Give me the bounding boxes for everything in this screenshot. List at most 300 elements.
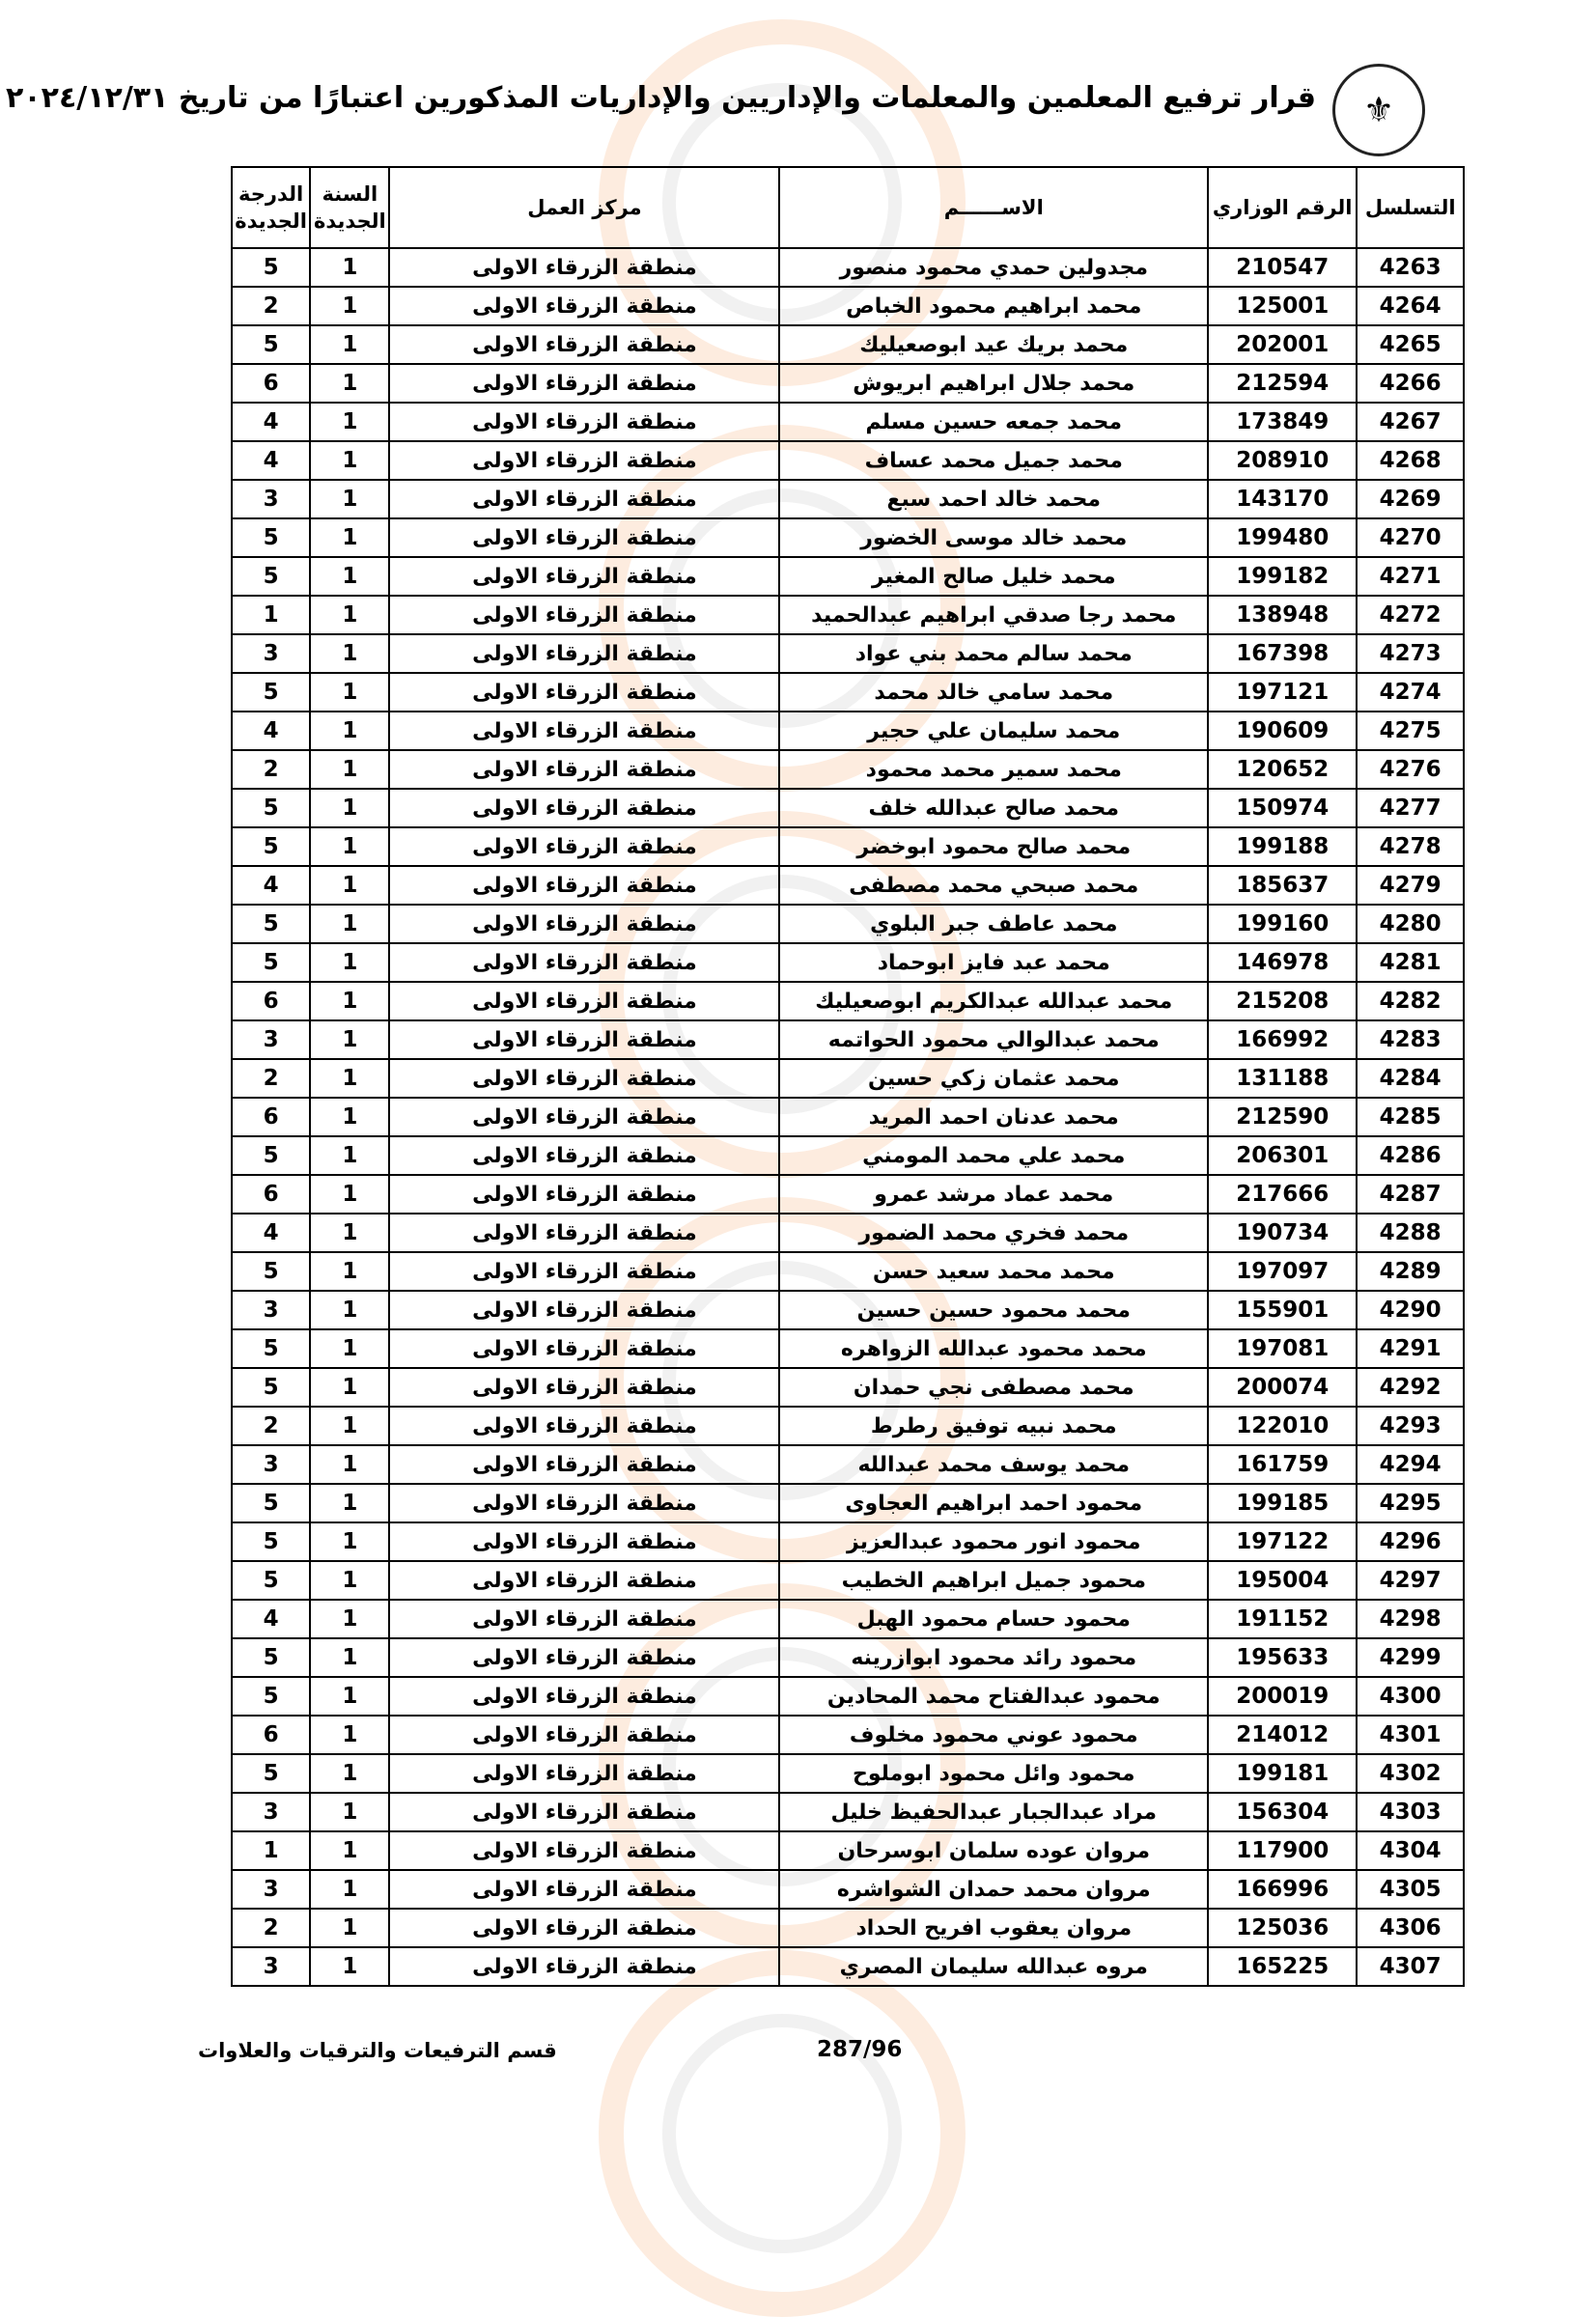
name-cell: محمود وائل محمود ابوملوح (779, 1754, 1208, 1793)
ministry-no-cell: 208910 (1208, 441, 1357, 480)
name-cell: محمد سامي خالد محمد (779, 673, 1208, 712)
new-year-cell: 1 (310, 1252, 389, 1291)
table-row (232, 789, 1464, 827)
table-row (232, 712, 1464, 750)
name-cell: محمود جميل ابراهيم الخطيب (779, 1561, 1208, 1600)
table-row (232, 518, 1464, 557)
table-row (232, 403, 1464, 441)
new-grade-cell: 3 (232, 1870, 310, 1909)
name-cell: محمود رائد محمود ابوازرينه (779, 1638, 1208, 1677)
name-cell: محمد عدنان احمد المريد (779, 1098, 1208, 1136)
table-row (232, 1020, 1464, 1059)
name-cell: محمد يوسف محمد عبدالله (779, 1445, 1208, 1484)
name-cell: محمد نبيه توفيق رطرط (779, 1407, 1208, 1445)
table-row (232, 1098, 1464, 1136)
new-grade-cell: 3 (232, 1445, 310, 1484)
table-row (232, 1175, 1464, 1214)
ministry-no-cell: 199188 (1208, 827, 1357, 866)
name-cell: محمد سمير محمد محمود (779, 750, 1208, 789)
serial-cell: 4267 (1357, 403, 1464, 441)
name-cell: محمد خالد موسى الخضور (779, 518, 1208, 557)
new-year-cell: 1 (310, 673, 389, 712)
new-year-cell: 1 (310, 1407, 389, 1445)
serial-cell: 4289 (1357, 1252, 1464, 1291)
name-cell: محمد عبدالوالي محمود الحواتمه (779, 1020, 1208, 1059)
ministry-no-cell: 138948 (1208, 596, 1357, 634)
work-center-cell: منطقة الزرقاء الاولى (389, 1291, 779, 1329)
name-cell: مجدولين حمدي محمود منصور (779, 248, 1208, 287)
serial-cell: 4279 (1357, 866, 1464, 905)
name-cell: محمد خليل صالح المغير (779, 557, 1208, 596)
name-cell: محمد محمود حسين حسين (779, 1291, 1208, 1329)
ministry-no-cell: 199182 (1208, 557, 1357, 596)
new-grade-cell: 3 (232, 1793, 310, 1831)
work-center-cell: منطقة الزرقاء الاولى (389, 1098, 779, 1136)
work-center-cell: منطقة الزرقاء الاولى (389, 634, 779, 673)
serial-cell: 4265 (1357, 325, 1464, 364)
work-center-cell: منطقة الزرقاء الاولى (389, 712, 779, 750)
new-year-cell: 1 (310, 1831, 389, 1870)
table-row (232, 441, 1464, 480)
table-row (232, 866, 1464, 905)
new-grade-cell: 4 (232, 441, 310, 480)
table-row (232, 905, 1464, 943)
table-row (232, 1059, 1464, 1098)
work-center-cell: منطقة الزرقاء الاولى (389, 750, 779, 789)
serial-cell: 4305 (1357, 1870, 1464, 1909)
new-year-cell: 1 (310, 982, 389, 1020)
table-row (232, 325, 1464, 364)
serial-cell: 4285 (1357, 1098, 1464, 1136)
ministry-no-cell: 199185 (1208, 1484, 1357, 1522)
table-row (232, 943, 1464, 982)
new-grade-cell: 5 (232, 1252, 310, 1291)
header-new-grade: الدرجة الجديدة (232, 167, 310, 248)
name-cell: محمد رجا صدقي ابراهيم عبدالحميد (779, 596, 1208, 634)
serial-cell: 4263 (1357, 248, 1464, 287)
work-center-cell: منطقة الزرقاء الاولى (389, 1522, 779, 1561)
new-year-cell: 1 (310, 1291, 389, 1329)
name-cell: مروان محمد حمدان الشواشره (779, 1870, 1208, 1909)
table-row (232, 1831, 1464, 1870)
ministry-no-cell: 143170 (1208, 480, 1357, 518)
ministry-no-cell: 197097 (1208, 1252, 1357, 1291)
ministry-no-cell: 190734 (1208, 1214, 1357, 1252)
serial-cell: 4304 (1357, 1831, 1464, 1870)
serial-cell: 4287 (1357, 1175, 1464, 1214)
serial-cell: 4269 (1357, 480, 1464, 518)
new-grade-cell: 4 (232, 866, 310, 905)
work-center-cell: منطقة الزرقاء الاولى (389, 1252, 779, 1291)
table-row (232, 480, 1464, 518)
name-cell: محمد علي محمد المومني (779, 1136, 1208, 1175)
new-year-cell: 1 (310, 1484, 389, 1522)
serial-cell: 4286 (1357, 1136, 1464, 1175)
new-grade-cell: 5 (232, 1638, 310, 1677)
new-year-cell: 1 (310, 634, 389, 673)
new-grade-cell: 5 (232, 905, 310, 943)
table-row (232, 1522, 1464, 1561)
name-cell: محمد عبدالله عبدالكريم ابوصعيليك (779, 982, 1208, 1020)
serial-cell: 4283 (1357, 1020, 1464, 1059)
ministry-no-cell: 212590 (1208, 1098, 1357, 1136)
department-name: قسم الترفيعات والترقيات والعلاوات (198, 2039, 557, 2062)
work-center-cell: منطقة الزرقاء الاولى (389, 364, 779, 403)
new-year-cell: 1 (310, 750, 389, 789)
new-year-cell: 1 (310, 325, 389, 364)
work-center-cell: منطقة الزرقاء الاولى (389, 480, 779, 518)
serial-cell: 4284 (1357, 1059, 1464, 1098)
ministry-no-cell: 120652 (1208, 750, 1357, 789)
new-grade-cell: 4 (232, 712, 310, 750)
header-new-year: السنة الجديدة (310, 167, 389, 248)
new-grade-cell: 5 (232, 518, 310, 557)
serial-cell: 4288 (1357, 1214, 1464, 1252)
new-year-cell: 1 (310, 557, 389, 596)
table-row (232, 1793, 1464, 1831)
work-center-cell: منطقة الزرقاء الاولى (389, 1561, 779, 1600)
name-cell: محمود عوني محمود مخلوف (779, 1716, 1208, 1754)
work-center-cell: منطقة الزرقاء الاولى (389, 1484, 779, 1522)
new-year-cell: 1 (310, 441, 389, 480)
watermark (599, 1950, 966, 2317)
new-grade-cell: 5 (232, 557, 310, 596)
table-row (232, 1329, 1464, 1368)
serial-cell: 4278 (1357, 827, 1464, 866)
ministry-no-cell: 217666 (1208, 1175, 1357, 1214)
table-row (232, 982, 1464, 1020)
table-row (232, 557, 1464, 596)
new-year-cell: 1 (310, 248, 389, 287)
new-grade-cell: 3 (232, 1291, 310, 1329)
name-cell: محمود حسام محمود الهبل (779, 1600, 1208, 1638)
table-row (232, 1870, 1464, 1909)
work-center-cell: منطقة الزرقاء الاولى (389, 325, 779, 364)
ministry-no-cell: 197122 (1208, 1522, 1357, 1561)
name-cell: محمد عاطف جبر البلوي (779, 905, 1208, 943)
new-year-cell: 1 (310, 1793, 389, 1831)
name-cell: محمود عبدالفتاح محمد المحادين (779, 1677, 1208, 1716)
ministry-no-cell: 150974 (1208, 789, 1357, 827)
serial-cell: 4295 (1357, 1484, 1464, 1522)
new-year-cell: 1 (310, 1600, 389, 1638)
serial-cell: 4281 (1357, 943, 1464, 982)
serial-cell: 4277 (1357, 789, 1464, 827)
table-row (232, 596, 1464, 634)
ministry-no-cell: 200019 (1208, 1677, 1357, 1716)
ministry-no-cell: 215208 (1208, 982, 1357, 1020)
table-header-row (232, 167, 1464, 248)
work-center-cell: منطقة الزرقاء الاولى (389, 596, 779, 634)
new-year-cell: 1 (310, 1175, 389, 1214)
new-year-cell: 1 (310, 518, 389, 557)
name-cell: محمد جمعه حسين مسلم (779, 403, 1208, 441)
new-year-cell: 1 (310, 943, 389, 982)
work-center-cell: منطقة الزرقاء الاولى (389, 827, 779, 866)
name-cell: محمد صالح عبدالله خلف (779, 789, 1208, 827)
serial-cell: 4294 (1357, 1445, 1464, 1484)
work-center-cell: منطقة الزرقاء الاولى (389, 1677, 779, 1716)
new-grade-cell: 5 (232, 943, 310, 982)
name-cell: محمد خالد احمد سبع (779, 480, 1208, 518)
ministry-no-cell: 212594 (1208, 364, 1357, 403)
new-grade-cell: 2 (232, 1909, 310, 1947)
name-cell: محمد جميل محمد عساف (779, 441, 1208, 480)
ministry-no-cell: 166996 (1208, 1870, 1357, 1909)
new-year-cell: 1 (310, 1059, 389, 1098)
new-grade-cell: 6 (232, 1716, 310, 1754)
work-center-cell: منطقة الزرقاء الاولى (389, 1059, 779, 1098)
promotions-table (231, 166, 1465, 1987)
new-grade-cell: 5 (232, 1484, 310, 1522)
table-row (232, 1484, 1464, 1522)
new-grade-cell: 5 (232, 248, 310, 287)
new-year-cell: 1 (310, 1870, 389, 1909)
name-cell: محمد سالم محمد بني عواد (779, 634, 1208, 673)
new-year-cell: 1 (310, 480, 389, 518)
new-year-cell: 1 (310, 827, 389, 866)
work-center-cell: منطقة الزرقاء الاولى (389, 1793, 779, 1831)
new-year-cell: 1 (310, 1214, 389, 1252)
serial-cell: 4273 (1357, 634, 1464, 673)
table-row (232, 1600, 1464, 1638)
new-grade-cell: 3 (232, 1947, 310, 1986)
work-center-cell: منطقة الزرقاء الاولى (389, 1909, 779, 1947)
work-center-cell: منطقة الزرقاء الاولى (389, 905, 779, 943)
new-grade-cell: 5 (232, 1677, 310, 1716)
serial-cell: 4298 (1357, 1600, 1464, 1638)
work-center-cell: منطقة الزرقاء الاولى (389, 1214, 779, 1252)
ministry-no-cell: 131188 (1208, 1059, 1357, 1098)
name-cell: محمود انور محمود عبدالعزيز (779, 1522, 1208, 1561)
new-year-cell: 1 (310, 1754, 389, 1793)
ministry-no-cell: 195633 (1208, 1638, 1357, 1677)
new-year-cell: 1 (310, 1909, 389, 1947)
new-year-cell: 1 (310, 789, 389, 827)
ministry-no-cell: 125001 (1208, 287, 1357, 325)
ministry-no-cell: 185637 (1208, 866, 1357, 905)
new-year-cell: 1 (310, 712, 389, 750)
ministry-no-cell: 165225 (1208, 1947, 1357, 1986)
name-cell: محمد فخري محمد الضمور (779, 1214, 1208, 1252)
name-cell: مراد عبدالجبار عبدالحفيظ خليل (779, 1793, 1208, 1831)
header-serial: التسلسل (1357, 167, 1464, 248)
new-grade-cell: 3 (232, 480, 310, 518)
table-row (232, 1677, 1464, 1716)
new-grade-cell: 5 (232, 1136, 310, 1175)
name-cell: محمد محمد سعيد حسن (779, 1252, 1208, 1291)
name-cell: محمود احمد ابراهيم العجاوى (779, 1484, 1208, 1522)
ministry-no-cell: 173849 (1208, 403, 1357, 441)
ministry-no-cell: 156304 (1208, 1793, 1357, 1831)
ministry-no-cell: 195004 (1208, 1561, 1357, 1600)
table-row (232, 1561, 1464, 1600)
work-center-cell: منطقة الزرقاء الاولى (389, 248, 779, 287)
new-grade-cell: 3 (232, 634, 310, 673)
name-cell: محمد عماد مرشد عمرو (779, 1175, 1208, 1214)
header-ministry-no: الرقم الوزاري (1208, 167, 1357, 248)
new-grade-cell: 2 (232, 287, 310, 325)
table-row (232, 364, 1464, 403)
serial-cell: 4302 (1357, 1754, 1464, 1793)
new-year-cell: 1 (310, 1638, 389, 1677)
table-row (232, 1252, 1464, 1291)
work-center-cell: منطقة الزرقاء الاولى (389, 789, 779, 827)
table-row (232, 248, 1464, 287)
new-grade-cell: 1 (232, 1831, 310, 1870)
serial-cell: 4291 (1357, 1329, 1464, 1368)
new-year-cell: 1 (310, 287, 389, 325)
new-grade-cell: 5 (232, 789, 310, 827)
new-year-cell: 1 (310, 1368, 389, 1407)
new-grade-cell: 5 (232, 827, 310, 866)
serial-cell: 4290 (1357, 1291, 1464, 1329)
serial-cell: 4282 (1357, 982, 1464, 1020)
table-row (232, 634, 1464, 673)
new-year-cell: 1 (310, 403, 389, 441)
new-year-cell: 1 (310, 1677, 389, 1716)
work-center-cell: منطقة الزرقاء الاولى (389, 441, 779, 480)
ministry-no-cell: 117900 (1208, 1831, 1357, 1870)
work-center-cell: منطقة الزرقاء الاولى (389, 1600, 779, 1638)
new-grade-cell: 1 (232, 596, 310, 634)
name-cell: مروان عوده سلمان ابوسرحان (779, 1831, 1208, 1870)
ministry-no-cell: 122010 (1208, 1407, 1357, 1445)
new-year-cell: 1 (310, 1136, 389, 1175)
ministry-seal-icon: ⚜ (1332, 64, 1425, 156)
new-grade-cell: 4 (232, 1214, 310, 1252)
new-grade-cell: 4 (232, 1600, 310, 1638)
name-cell: محمد عثمان زكي حسين (779, 1059, 1208, 1098)
new-year-cell: 1 (310, 1445, 389, 1484)
ministry-no-cell: 197121 (1208, 673, 1357, 712)
table-row (232, 673, 1464, 712)
new-grade-cell: 5 (232, 1754, 310, 1793)
work-center-cell: منطقة الزرقاء الاولى (389, 1870, 779, 1909)
ministry-no-cell: 166992 (1208, 1020, 1357, 1059)
ministry-no-cell: 206301 (1208, 1136, 1357, 1175)
name-cell: محمد مصطفى نجي حمدان (779, 1368, 1208, 1407)
name-cell: محمد جلال ابراهيم ابريوش (779, 364, 1208, 403)
header-name: الاســــــم (779, 167, 1208, 248)
work-center-cell: منطقة الزرقاء الاولى (389, 1020, 779, 1059)
table-row (232, 1407, 1464, 1445)
work-center-cell: منطقة الزرقاء الاولى (389, 1445, 779, 1484)
serial-cell: 4297 (1357, 1561, 1464, 1600)
work-center-cell: منطقة الزرقاء الاولى (389, 403, 779, 441)
name-cell: محمد صبحي محمد مصطفى (779, 866, 1208, 905)
serial-cell: 4303 (1357, 1793, 1464, 1831)
serial-cell: 4292 (1357, 1368, 1464, 1407)
table-row (232, 1947, 1464, 1986)
name-cell: مروه عبدالله سليمان المصري (779, 1947, 1208, 1986)
work-center-cell: منطقة الزرقاء الاولى (389, 943, 779, 982)
new-grade-cell: 5 (232, 673, 310, 712)
work-center-cell: منطقة الزرقاء الاولى (389, 1638, 779, 1677)
new-year-cell: 1 (310, 1716, 389, 1754)
serial-cell: 4271 (1357, 557, 1464, 596)
serial-cell: 4264 (1357, 287, 1464, 325)
work-center-cell: منطقة الزرقاء الاولى (389, 557, 779, 596)
new-grade-cell: 2 (232, 1407, 310, 1445)
work-center-cell: منطقة الزرقاء الاولى (389, 1329, 779, 1368)
new-grade-cell: 2 (232, 750, 310, 789)
serial-cell: 4307 (1357, 1947, 1464, 1986)
ministry-no-cell: 125036 (1208, 1909, 1357, 1947)
ministry-no-cell: 199160 (1208, 905, 1357, 943)
new-year-cell: 1 (310, 1329, 389, 1368)
new-grade-cell: 5 (232, 1329, 310, 1368)
work-center-cell: منطقة الزرقاء الاولى (389, 982, 779, 1020)
serial-cell: 4293 (1357, 1407, 1464, 1445)
table-row (232, 1214, 1464, 1252)
ministry-no-cell: 199480 (1208, 518, 1357, 557)
serial-cell: 4280 (1357, 905, 1464, 943)
ministry-no-cell: 190609 (1208, 712, 1357, 750)
table-row (232, 287, 1464, 325)
ministry-no-cell: 146978 (1208, 943, 1357, 982)
work-center-cell: منطقة الزرقاء الاولى (389, 1368, 779, 1407)
name-cell: محمد صالح محمود ابوخضر (779, 827, 1208, 866)
serial-cell: 4300 (1357, 1677, 1464, 1716)
ministry-no-cell: 167398 (1208, 634, 1357, 673)
work-center-cell: منطقة الزرقاء الاولى (389, 866, 779, 905)
new-grade-cell: 3 (232, 1020, 310, 1059)
new-grade-cell: 2 (232, 1059, 310, 1098)
name-cell: محمد سليمان علي حجير (779, 712, 1208, 750)
table-row (232, 750, 1464, 789)
name-cell: محمد ابراهيم محمود الخباص (779, 287, 1208, 325)
serial-cell: 4268 (1357, 441, 1464, 480)
new-grade-cell: 6 (232, 364, 310, 403)
new-year-cell: 1 (310, 1020, 389, 1059)
table-row (232, 827, 1464, 866)
table-row (232, 1136, 1464, 1175)
table-row (232, 1368, 1464, 1407)
new-grade-cell: 6 (232, 982, 310, 1020)
ministry-no-cell: 200074 (1208, 1368, 1357, 1407)
name-cell: محمد عبد فايز ابوحماد (779, 943, 1208, 982)
work-center-cell: منطقة الزرقاء الاولى (389, 518, 779, 557)
work-center-cell: منطقة الزرقاء الاولى (389, 1831, 779, 1870)
work-center-cell: منطقة الزرقاء الاولى (389, 1947, 779, 1986)
new-grade-cell: 5 (232, 1368, 310, 1407)
work-center-cell: منطقة الزرقاء الاولى (389, 1754, 779, 1793)
page-number: 287/96 (817, 2037, 903, 2062)
work-center-cell: منطقة الزرقاء الاولى (389, 1136, 779, 1175)
serial-cell: 4275 (1357, 712, 1464, 750)
new-grade-cell: 6 (232, 1175, 310, 1214)
ministry-no-cell: 214012 (1208, 1716, 1357, 1754)
new-grade-cell: 5 (232, 1561, 310, 1600)
serial-cell: 4272 (1357, 596, 1464, 634)
new-year-cell: 1 (310, 905, 389, 943)
ministry-no-cell: 199181 (1208, 1754, 1357, 1793)
table-row (232, 1445, 1464, 1484)
new-grade-cell: 4 (232, 403, 310, 441)
new-grade-cell: 5 (232, 1522, 310, 1561)
table-row (232, 1638, 1464, 1677)
new-year-cell: 1 (310, 866, 389, 905)
serial-cell: 4274 (1357, 673, 1464, 712)
work-center-cell: منطقة الزرقاء الاولى (389, 1175, 779, 1214)
name-cell: محمد محمود عبدالله الزواهره (779, 1329, 1208, 1368)
new-year-cell: 1 (310, 1098, 389, 1136)
new-grade-cell: 5 (232, 325, 310, 364)
name-cell: محمد بريك عيد ابوصعيليك (779, 325, 1208, 364)
serial-cell: 4270 (1357, 518, 1464, 557)
serial-cell: 4306 (1357, 1909, 1464, 1947)
